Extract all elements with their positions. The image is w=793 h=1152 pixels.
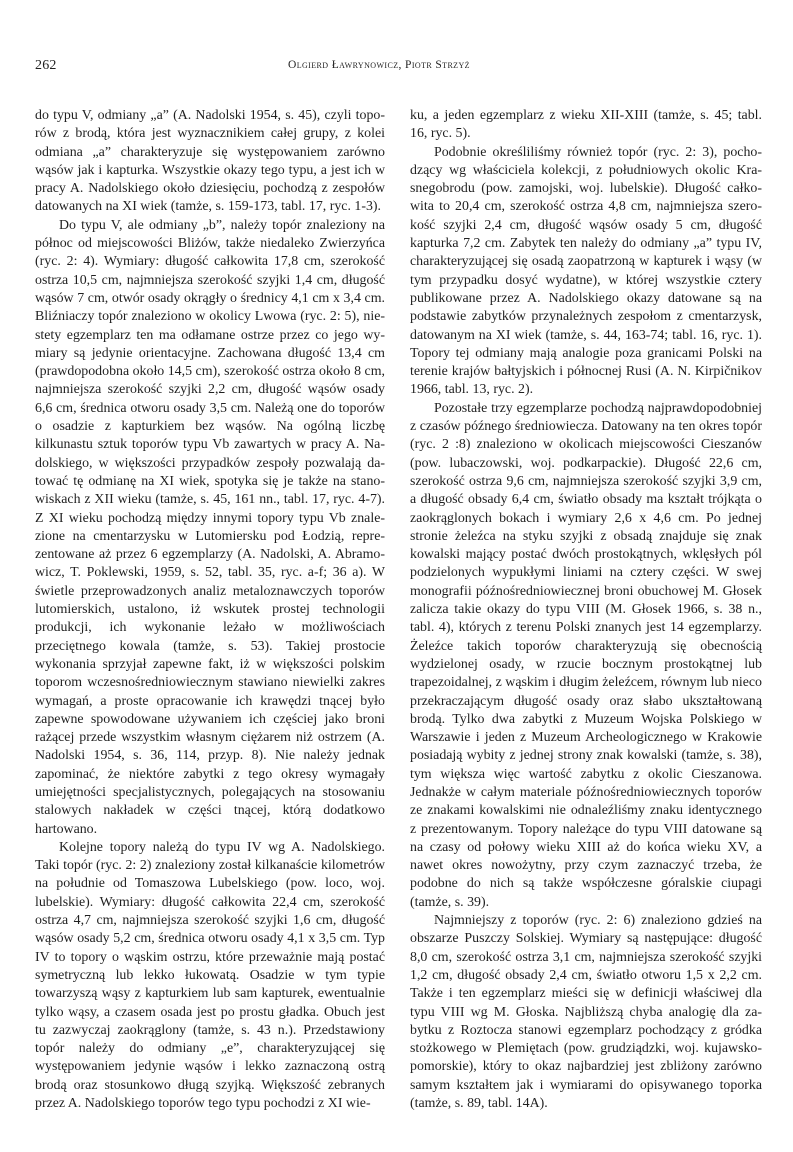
- right-column: [410, 107, 762, 1113]
- paragraph: Pozostałe trzy egzemplarze pochodzą najprawdopodobniej z czasów późnego średniowiecza. Datowany na ten okres topór (ryc. 2 :8) znaleziono w okolicach miejscowości Cieszanów (pow. lubaczowski, woj. podkarpackie). Długość 22,6 cm, szerokość ostrza 9,6 cm, najmniejsza szerokość szyjki 3,9 cm, a długość obsady 6,4 cm, światło obsady ma kształt trójkąta o zaokrąglonych bokach i wymiary 2,6 x 4,6 cm. Po jednej stronie żeleźca na styku szyjki z obsadą znajduje się znak kowalski mający postać dwóch prostokątnych, wklęsłych pól podzielonych wypukłymi liniami na cztery części. W swej monografii późnośredniowiecznej broni obuchowej M. Głosek zalicza takie okazy do typu VIII (M. Głosek 1966, s. 38 n., tabl. 4), których z terenu Polski znanych jest 14 egzemplarzy. Żeleźce takich toporów charakteryzują się obecnością wydzielonej osady, w rzucie bocznym prostokątnej lub trapezoidalnej, z wąskim i długim żeleźcem, równym lub nieco przekraczającym długość osady oraz słabo ukształtowaną brodą. Tylko dwa zabytki z Muzeum Wojska Polskiego w Warszawie i jeden z Muzeum Archeologicznego w Krakowie posiadają wybity z jednej strony znak kowalski (tamże, s. 38), tym większa więc wartość zabytku z okolic Cieszanowa. Jednakże w całym materiale późnośredniowiecznych toporów ze znakami kowalskimi nie odnaleźliśmy znaku identycznego z prezentowanym. Topory należące do typu VIII datowane są na czasy od połowy wieku XIII aż do końca wieku XV, a nawet okres nowożytny, przy czym zaznaczyć trzeba, że podobne do nich są także współczesne góralskie ciupagi (tamże, s. 39).: [410, 400, 762, 910]
- paragraph: Do typu V, ale odmiany „b”, należy topór znaleziony na północ od miejscowości Bliżów, także niedaleko Zwierzyńca (ryc. 2: 4). Wymiary: długość całkowita 17,8 cm, szerokość ostrza 10,5 cm, najmniejsza szerokość szyjki 1,4 cm, długość wąsów 7 cm, otwór osady okrągły o średnicy 4,1 cm x 3,4 cm. Bliźniaczy topór znaleziono w okolicy Lwowa (ryc. 2: 5), niestety egzemplarz ten ma odłamane ostrze przez co jego wymiary są jedynie orientacyjne. Zachowana długość 13,4 cm (prawdopodobna około 14,5 cm), szerokość ostrza około 8 cm, najmniejsza szerokość szyjki 2,2 cm, długość wąsów osady 6,6 cm, średnica otworu osady 3,5 cm. Należą one do toporów o osadzie z kapturkiem bez wąsów. Na ogólną liczbę kilkunastu sztuk toporów typu Vb zawartych w pracy A. Nadolskiego, w większości przypadków zespoły pozwalają datować tę odmianę na XI wiek, spotyka się je także na stanowiskach z XII wieku (tamże, s. 45, 161 nn., tabl. 17, ryc. 4-7). Z XI wieku pochodzą między innymi topory typu Vb znalezione na cmentarzysku w Lutomiersku pod Łodzią, reprezentowane aż przez 6 egzemplarzy (A. Nadolski, A. Abramowicz, T. Poklewski, 1959, s. 52, tabl. 35, ryc. a-f; 36 a). W świetle przeprowadzonych analiz metaloznawczych toporów lutomierskich, ustalono, iż wskutek prostej technologii produkcji, ich wykonanie leżało w możliwościach przeciętnego kowala (tamże, s. 53). Takiej prostocie wykonania sprzyjał zapewne fakt, iż w większości polskim toporom wczesnośredniowiecznym stawiano niewielki zakres wymagań, a proste opracowanie ich krawędzi tnącej było zapewne spowodowane używaniem ich częściej jako broni rażącej przede wszystkim własnym ciężarem niż ostrzem (A. Nadolski 1954, s. 36, 114, przyp. 8). Nie należy jednak zapominać, że niektóre zabytki z tego okresy wymagały umiejętności specjalistycznych, polegających na stosowaniu stalowych nakładek w części tnącej, którą dodatkowo hartowano.: [35, 217, 385, 837]
- page-number: 262: [35, 58, 57, 73]
- paragraph: Najmniejszy z toporów (ryc. 2: 6) znaleziono gdzieś na obszarze Puszczy Solskiej. Wymiary są następujące: długość 8,0 cm, szerokość ostrza 3,1 cm, najmniejsza szerokość szyjki 1,2 cm, długość obsady 2,4 cm, światło otworu 1,5 x 2,2 cm. Także i ten egzemplarz mieści się w definicji właściwej dla typu VIII wg M. Głoska. Najbliższą chyba analogię dla zabytku z Roztocza stanowi egzemplarz pochodzący z gródka stożkowego w Plemiętach (pow. grudziądzki, woj. kujawsko-pomorskie), który to okaz najbardziej jest zbliżony zarówno samym kształtem jak i wymiarami do opisywanego toporka (tamże, s. 89, tabl. 14A).: [410, 913, 762, 1112]
- paragraph: ku, a jeden egzemplarz z wieku XII-XIII (tamże, s. 45; tabl. 16, ryc. 5).: [410, 108, 762, 142]
- left-column: [35, 107, 385, 1113]
- paragraph: do typu V, odmiany „a” (A. Nadolski 1954, s. 45), czyli toporów z brodą, która jest wyznacznikiem całej grupy, z kolei odmiana „a” charakteryzuje się występowaniem zarówno wąsów jak i kapturka. Wszystkie okazy tego typu, a jest ich w pracy A. Nadolskiego około dziesięciu, pochodzą z zespołów datowanych na XI wiek (tamże, s. 159-173, tabl. 17, ryc. 1-3).: [35, 108, 385, 215]
- running-head-authors: Olgierd Ławrynowicz, Piotr Strzyż: [288, 59, 470, 71]
- paragraph: Kolejne topory należą do typu IV wg A. Nadolskiego. Taki topór (ryc. 2: 2) znaleziony został kilkanaście kilometrów na południe od Tomaszowa Lubelskiego (pow. loco, woj. lubelskie). Wymiary: długość całkowita 22,4 cm, szerokość ostrza 4,7 cm, najmniejsza szerokość szyjki 1,6 cm, długość wąsów osady 5,2 cm, średnica otworu osady 4,1 x 3,5 cm. Typ IV to topory o wąskim ostrzu, które przeważnie mają postać symetryczną lub lekko łukowatą. Osadzie w tym typie towarzyszą wąsy z kapturkiem lub sam kapturek, ewentualnie tylko wąsy, a czasem osada jest po prostu gładka. Obuch jest tu zazwyczaj zaokrąglony (tamże, s. 43 n.). Przedstawiony topór należy do odmiany „e”, charakteryzującej się występowaniem jedynie wąsów i lekko zaznaczoną ostrą brodą oraz stosunkowo długą szyjką. Większość zebranych przez A. Nadolskiego toporów tego typu pochodzi z XI wie-: [35, 839, 385, 1112]
- paragraph: Podobnie określiliśmy również topór (ryc. 2: 3), pochodzący wg właściciela kolekcji, z południowych okolic Krasnegobrodu (pow. zamojski, woj. lubelskie). Długość całkowita to 20,4 cm, szerokość ostrza 4,8 cm, najmniejsza szerokość szyjki 2,4 cm, długość wąsów osady 5 cm, długość kapturka 7,2 cm. Zabytek ten należy do odmiany „a” typu IV, charakteryzującej się osadą zaopatrzoną w kapturek i wąsy (w tym przypadku dosyć wydatne), w której wszystkie cztery publikowane przez A. Nadolskiego okazy datowane są na podstawie zabytków przynależnych zespołom z cmentarzysk, datowanym na XI wiek (tamże, s. 44, 163-74; tabl. 16, ryc. 1). Topory tej odmiany mają analogie poza granicami Polski na terenie krajów bałtyjskich i północnej Rusi (A. N. Kirpičnikov 1966, tabl. 13, ryc. 2).: [410, 144, 762, 398]
